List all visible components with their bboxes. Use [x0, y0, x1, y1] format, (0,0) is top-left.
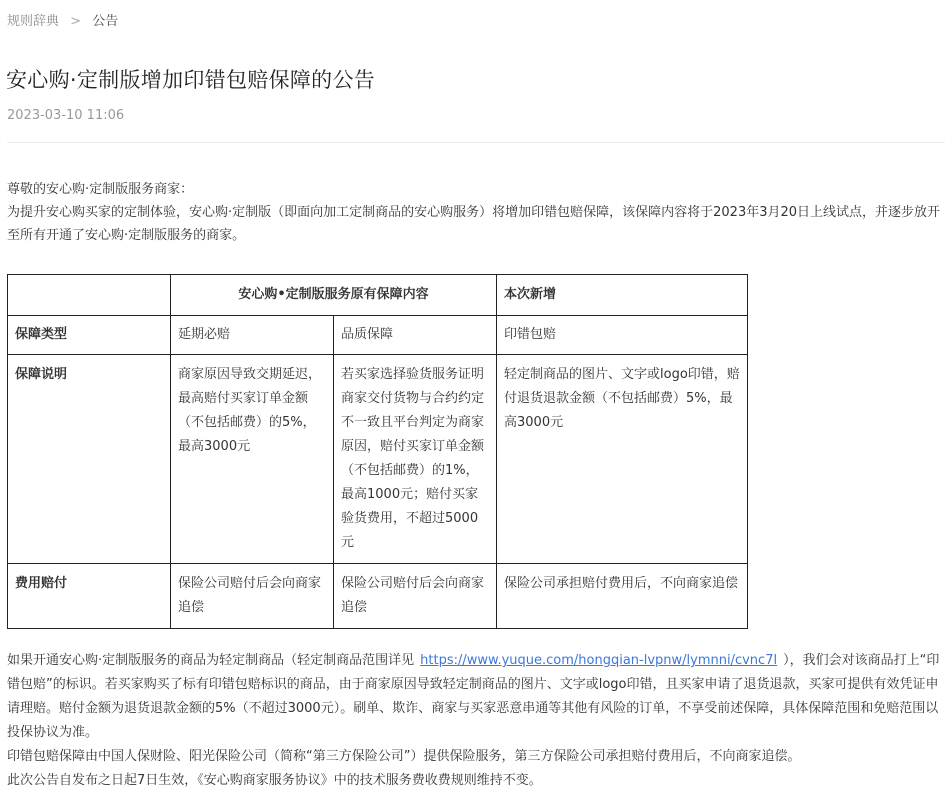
table-header-row [8, 275, 748, 316]
breadcrumb-link-rules-dictionary[interactable]: 规则辞典 [7, 14, 60, 29]
breadcrumb-separator: > [70, 14, 82, 29]
table-cell: 保险公司承担赔付费用后，不向商家追偿 [497, 564, 748, 629]
rules-p1-before: 如果开通安心购·定制版服务的商品为轻定制商品（轻定制商品范围详见 [7, 653, 415, 668]
table-row [8, 355, 748, 564]
table-cell: 保险公司赔付后会向商家追偿 [334, 564, 497, 629]
table-header-blank [8, 275, 171, 316]
rules-p1-after: ），我们会对该商品打上“印错包赔”的标识。若买家购买了标有印错包赔标识的商品，由于商家原因导致轻定制商品的图片、文字或logo印错，且买家申请了退货退款，买家可提供有效凭证申请理赔。赔付金额为退货退款金额的5%（不超过3000元）。刷单、欺诈、商家与买家恶意串通等其他有风险的订单，不享受前述保障，具体保障范围和免赔范围以投保协议为准。 [7, 653, 940, 740]
table-cell: 商家原因导致交期延迟，最高赔付买家订单金额（不包括邮费）的5%，最高3000元 [171, 355, 334, 564]
table-row [8, 316, 748, 355]
table-cell: 轻定制商品的图片、文字或logo印错，赔付退货退款金额（不包括邮费）5%，最高3000元 [497, 355, 748, 564]
publish-date: 2023-03-10 11:06 [7, 108, 125, 123]
table-header-original: 安心购•定制版服务原有保障内容 [171, 275, 497, 316]
row-label-description: 保障说明 [8, 355, 171, 564]
page-title: 安心购·定制版增加印错包赔保障的公告 [6, 68, 376, 92]
row-label-payment: 费用赔付 [8, 564, 171, 629]
rules-paragraph-2: 印错包赔保障由中国人保财险、阳光保险公司（简称“第三方保险公司”）提供保险服务，第三方保险公司承担赔付费用后，不向商家追偿。 [7, 749, 801, 764]
divider [7, 142, 945, 143]
intro-text: 为提升安心购买家的定制体验，安心购·定制版（即面向加工定制商品的安心购服务）将增加印错包赔保障，该保障内容将于2023年3月20日上线试点，并逐步放开至所有开通了安心购·定制版服务的商家。 [7, 205, 941, 243]
table-cell: 若买家选择验货服务证明商家交付货物与合约约定不一致且平台判定为商家原因，赔付买家订单金额（不包括邮费）的1%，最高1000元；赔付买家验货费用，不超过5000元 [334, 355, 497, 564]
breadcrumb [7, 10, 118, 29]
greeting-text: 尊敬的安心购·定制版服务商家： [7, 182, 194, 197]
light-custom-range-link[interactable]: https://www.yuque.com/hongqian-lvpnw/lymnni/cvnc7l [420, 653, 778, 668]
row-label-type: 保障类型 [8, 316, 171, 355]
table-header-new: 本次新增 [497, 275, 748, 316]
table-cell: 保险公司赔付后会向商家追偿 [171, 564, 334, 629]
table-cell: 延期必赔 [171, 316, 334, 355]
guarantee-table [7, 274, 748, 629]
rules-paragraph-3: 此次公告自发布之日起7日生效，《安心购商家服务协议》中的技术服务费收费规则维持不变。 [7, 773, 542, 788]
table-cell: 印错包赔 [497, 316, 748, 355]
rules-paragraph-1 [7, 649, 947, 745]
table-row [8, 564, 748, 629]
rules-section [7, 649, 947, 793]
table-cell: 品质保障 [334, 316, 497, 355]
breadcrumb-current: 公告 [92, 14, 119, 29]
